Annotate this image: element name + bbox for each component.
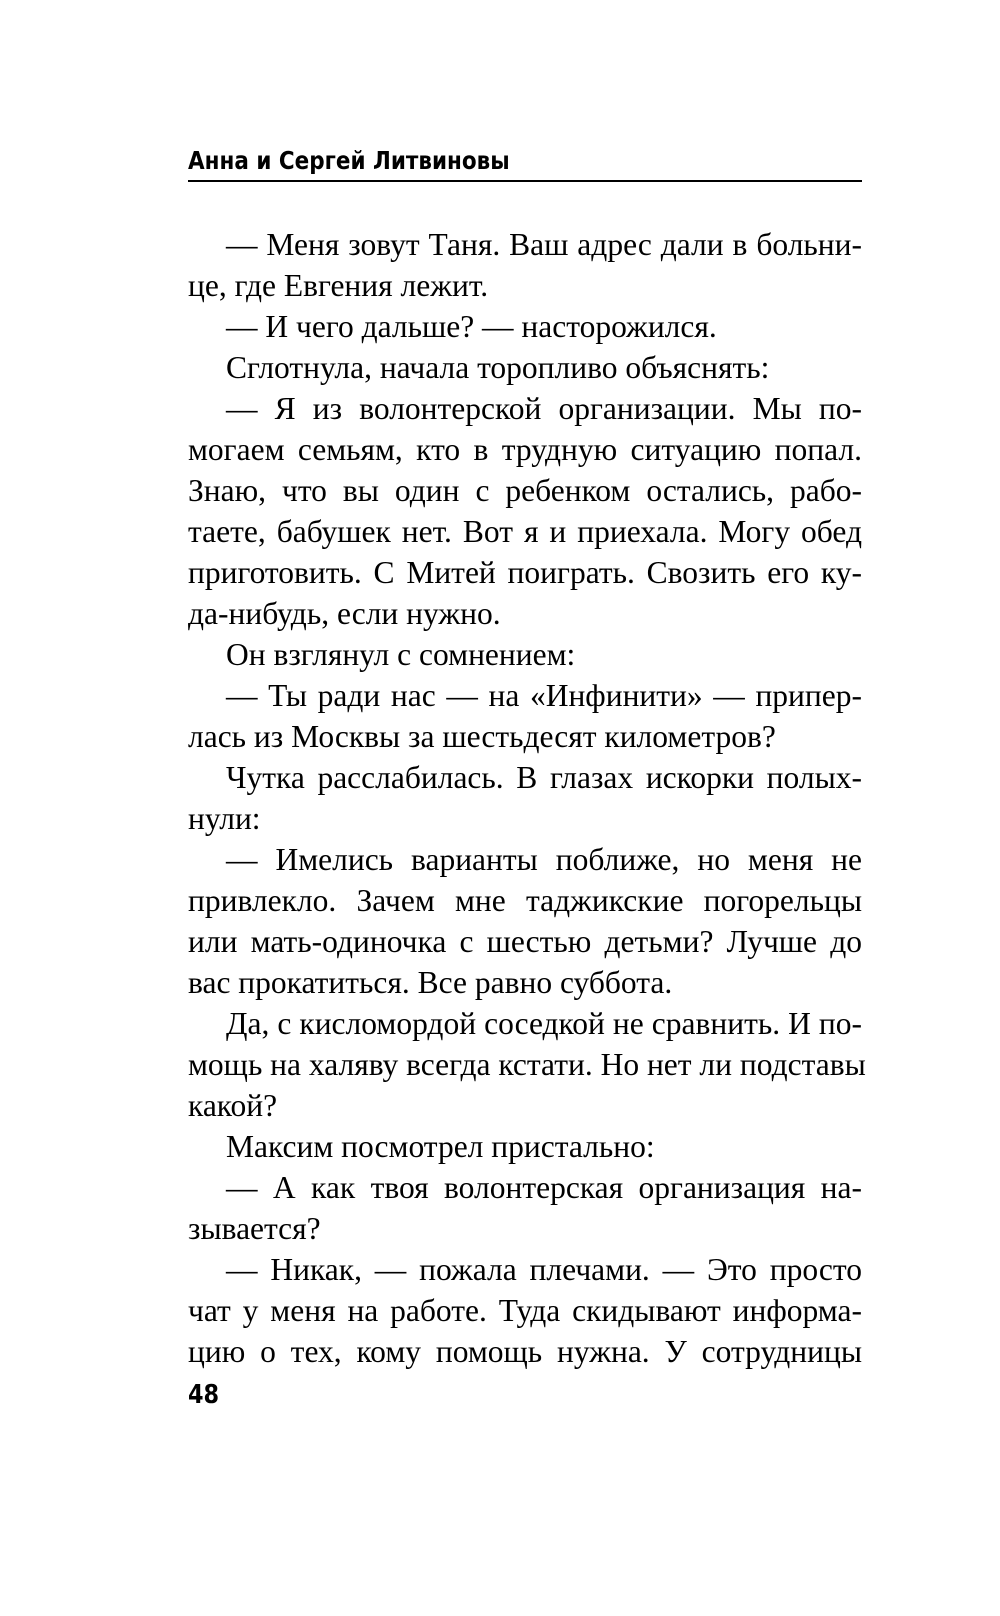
text-line: Максим посмотрел пристально: [226, 1129, 655, 1164]
text-line: лась из Москвы за шестьдесят километров? [188, 719, 776, 754]
text-line: — И чего дальше? — насторожился. [226, 309, 717, 344]
text-line: — Меня зовут Таня. Ваш адрес дали в больни- [226, 227, 862, 262]
text-line: Знаю, что вы один с ребенком остались, рабо- [188, 473, 862, 508]
text-line: — А как твоя волонтерская организация на- [226, 1170, 862, 1205]
text-line: нули: [188, 801, 261, 836]
text-line: привлекло. Зачем мне таджикские погорельцы [188, 883, 862, 918]
text-line: Да, с кисломордой соседкой не сравнить. И по- [226, 1006, 862, 1041]
text-line: вас прокатиться. Все равно суббота. [188, 965, 673, 1000]
text-line: таете, бабушек нет. Вот я и приехала. Могу обед [188, 514, 862, 549]
text-line: це, где Евгения лежит. [188, 268, 489, 303]
text-line: чат у меня на работе. Туда скидывают информа- [188, 1293, 862, 1328]
page-number: 48 [188, 1380, 220, 1410]
text-line: — Ты ради нас — на «Инфинити» — припер- [226, 678, 862, 713]
text-line: Чутка расслабилась. В глазах искорки полых- [226, 760, 862, 795]
text-line: да-нибудь, если нужно. [188, 596, 501, 631]
text-line: — Я из волонтерской организации. Мы по- [226, 391, 862, 426]
body-text [188, 224, 866, 1372]
text-line: мощь на халяву всегда кстати. Но нет ли подставы [188, 1047, 866, 1082]
running-head: Анна и Сергей Литвиновы [188, 146, 510, 175]
text-line: или мать-одиночка с шестью детьми? Лучше до [188, 924, 862, 959]
text-line: — Имелись варианты поближе, но меня не [226, 842, 862, 877]
text-line: могаем семьям, кто в трудную ситуацию попал. [188, 432, 862, 467]
text-line: приготовить. С Митей поиграть. Свозить его ку- [188, 555, 862, 590]
text-line: — Никак, — пожала плечами. — Это просто [226, 1252, 862, 1287]
text-line: Сглотнула, начала торопливо объяснять: [226, 350, 770, 385]
text-line: какой? [188, 1088, 278, 1123]
text-line: цию о тех, кому помощь нужна. У сотрудницы [188, 1334, 862, 1369]
text-line: зывается? [188, 1211, 321, 1246]
text-line: Он взглянул с сомнением: [226, 637, 576, 672]
header-rule [188, 180, 862, 182]
